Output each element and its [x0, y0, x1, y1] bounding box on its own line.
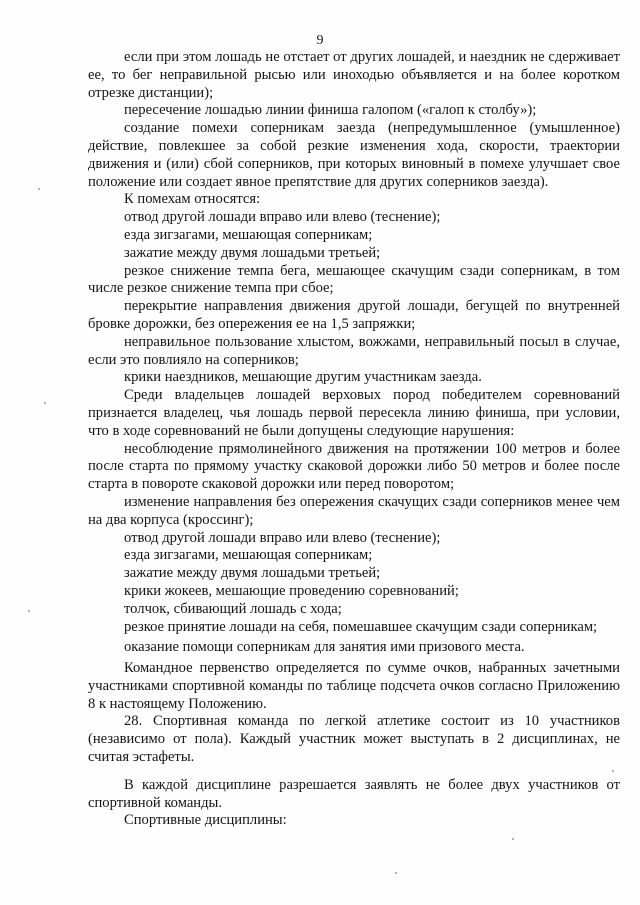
- scan-speck: [44, 402, 46, 404]
- list-item: езда зигзагами, мешающая соперникам;: [124, 547, 373, 564]
- paragraph: пересечение лошадью линии финиша галопом («галоп к столбу»);: [124, 102, 537, 119]
- page-number: 9: [316, 33, 324, 48]
- list-item: резкое снижение темпа бега, мешающее скачущим сзади соперникам, в том числе резкое снижение темпа при сбое;: [88, 262, 620, 297]
- list-item: оказание помощи соперникам для занятия ими призового места.: [124, 639, 525, 656]
- list-item: отвод другой лошади вправо или влево (теснение);: [124, 529, 441, 546]
- list-item: крики наездников, мешающие другим участникам заезда.: [124, 369, 482, 386]
- paragraph: Спортивные дисциплины:: [124, 812, 287, 829]
- document-body: [88, 49, 620, 830]
- paragraph: создание помехи соперникам заезда (непредумышленное (умышленное) действие, повлекшее за собой резкие изменения хода, скорости, траектории движения и (или) сбой соперников, при которых виновный в помехе улучшает свое положение или создает явное препятствие для других соперников заезда).: [88, 120, 620, 190]
- list-item: толчок, сбивающий лошадь с хода;: [124, 600, 342, 617]
- paragraph: В каждой дисциплине разрешается заявлять не более двух участников от спортивной команды.: [88, 776, 620, 811]
- list-item: езда зигзагами, мешающая соперникам;: [124, 226, 373, 243]
- list-item: зажатие между двумя лошадьми третьей;: [124, 244, 381, 261]
- scan-speck: [512, 838, 514, 840]
- list-item: крики жокеев, мешающие проведению соревнований;: [124, 582, 459, 599]
- scan-speck: [612, 770, 614, 772]
- paragraph: Среди владельцев лошадей верховых пород победителем соревнований признается владелец, чья лошадь первой пересекла линию финиша, при условии, что в ходе соревнований не были допущены следующие нарушения:: [88, 387, 620, 439]
- paragraph: 28. Спортивная команда по легкой атлетике состоит из 10 участников (независимо от пола). Каждый участник может выступать в 2 дисциплинах, не считая эстафеты.: [88, 713, 620, 766]
- list-item: отвод другой лошади вправо или влево (теснение);: [124, 209, 441, 226]
- paragraph: К помехам относятся:: [124, 191, 261, 208]
- scan-speck: [28, 610, 30, 612]
- scan-speck: [38, 188, 40, 190]
- scan-speck: [395, 872, 397, 874]
- list-item: несоблюдение прямолинейного движения на протяжении 100 метров и более после старта по прямому участку скаковой дорожки либо 50 метров и более после старта в повороте скаковой дорожки или перед поворотом;: [88, 440, 620, 493]
- list-item: резкое принятие лошади на себя, помешавшее скачущим сзади соперникам;: [124, 618, 598, 635]
- list-item: неправильное пользование хлыстом, вожжами, неправильный посыл в случае, если это повлияло на соперников;: [88, 333, 620, 368]
- list-item: зажатие между двумя лошадьми третьей;: [124, 565, 381, 582]
- list-item: перекрытие направления движения другой лошади, бегущей по внутренней бровке дорожки, без опережения ее на 1,5 запряжки;: [88, 298, 620, 332]
- paragraph: если при этом лошадь не отстает от других лошадей, и наездник не сдерживает ее, то бег неправильной рысью или иноходью объявляется и на более коротком отрезке дистанции);: [88, 49, 620, 101]
- paragraph: Командное первенство определяется по сумме очков, набранных зачетными участниками спортивной команды по таблице подсчета очков согласно Приложению 8 к настоящему Положению.: [88, 660, 620, 712]
- list-item: изменение направления без опережения скачущих сзади соперников менее чем на два корпуса (кроссинг);: [88, 493, 620, 528]
